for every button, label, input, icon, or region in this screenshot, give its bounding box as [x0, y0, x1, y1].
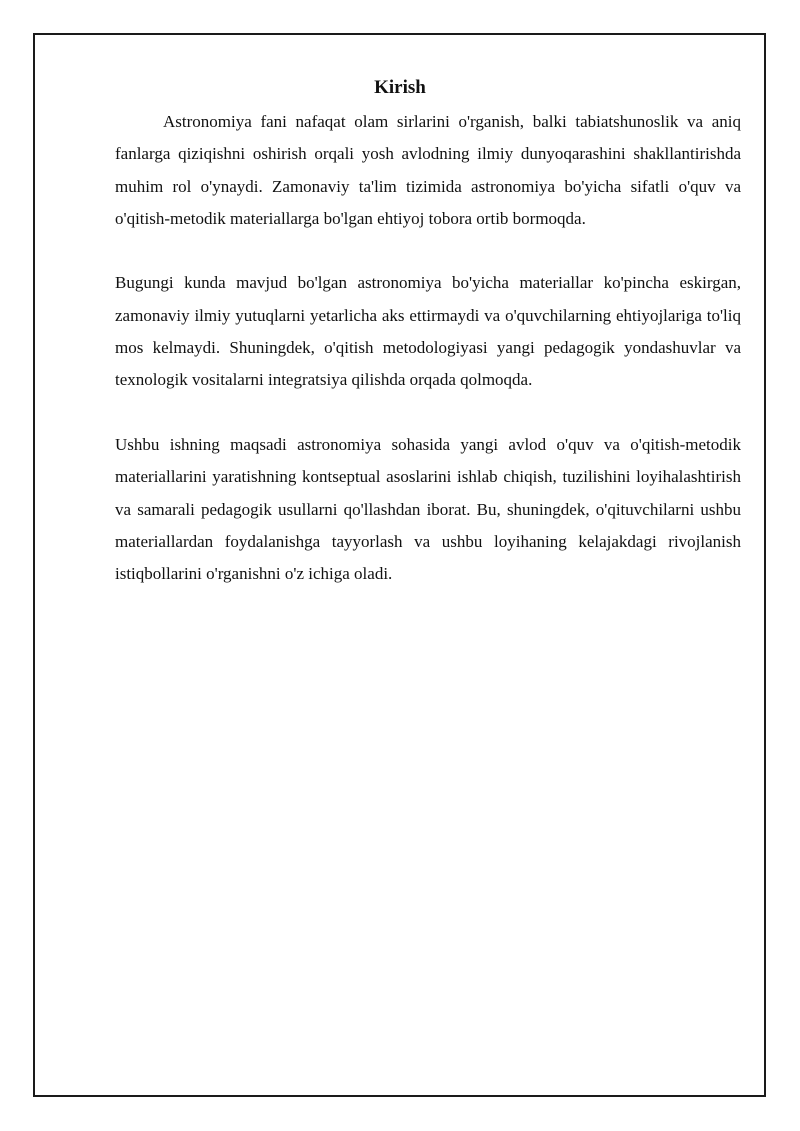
section-title: Kirish	[374, 77, 426, 98]
body-text	[115, 106, 741, 590]
paragraph-goal: Ushbu ishning maqsadi astronomiya sohasida yangi avlod o'quv va o'qitish-metodik materiallarini yaratishning kontseptual asoslarini ishlab chiqish, tuzilishini loyihalashtirish va samarali pedagogik usullarni qo'llashdan iborat. Bu, shuningdek, o'qituvchilarni ushbu materiallardan foydalanishga tayyorlash va ushbu loyihaning kelajakdagi rivojlanish istiqbollarini o'rganishni o'z ichiga oladi.	[115, 434, 741, 584]
paragraph-problem: Bugungi kunda mavjud bo'lgan astronomiya bo'yicha materiallar ko'pincha eskirgan, zamonaviy ilmiy yutuqlarni yetarlicha aks ettirmaydi va o'quvchilarning ehtiyojlariga to'liq mos kelmaydi. Shuningdek, o'qitish metodologiyasi yangi pedagogik yondashuvlar va texnologik vositalarni integratsiya qilishda orqada qolmoqda.	[115, 273, 741, 390]
paragraph-intro: Astronomiya fani nafaqat olam sirlarini o'rganish, balki tabiatshunoslik va aniq fanlarga qiziqishni oshirish orqali yosh avlodning ilmiy dunyoqarashini shakllantirishda muhim rol o'ynaydi. Zamonaviy ta'lim tizimida astronomiya bo'yicha sifatli o'quv va o'qitish-metodik materiallarga bo'lgan ehtiyoj tobora ortib bormoqda.	[115, 112, 741, 228]
